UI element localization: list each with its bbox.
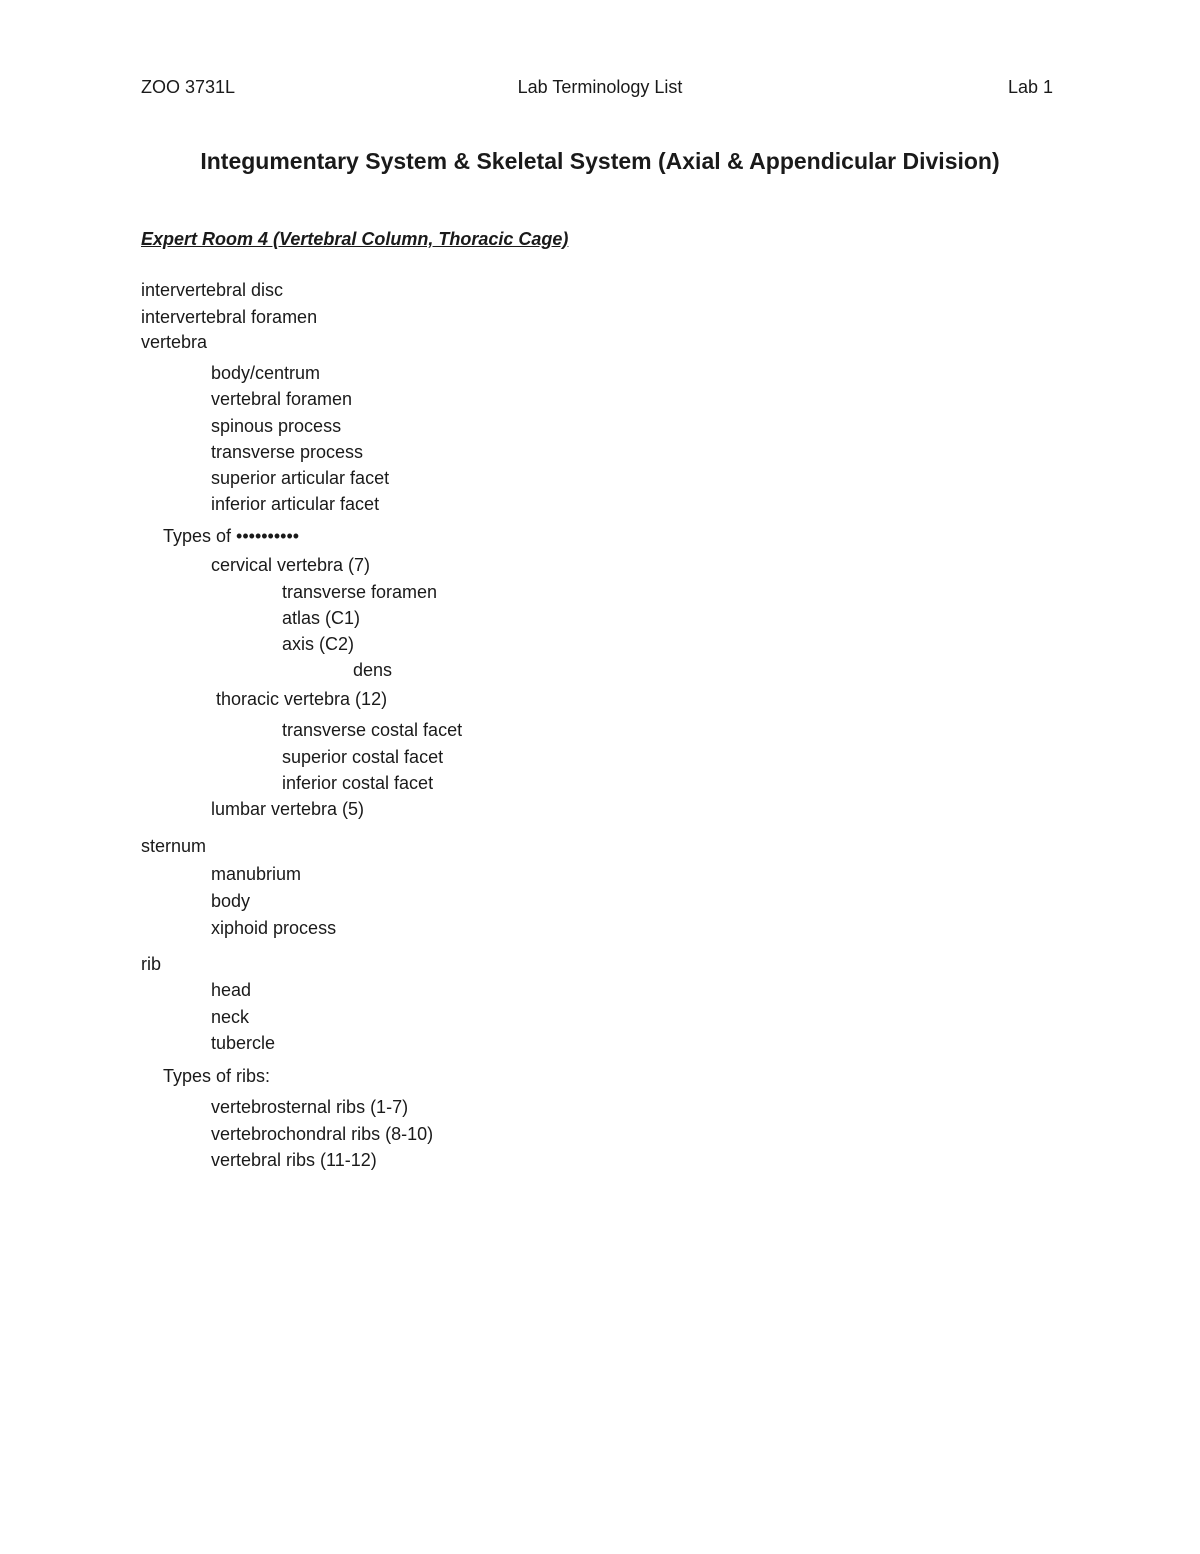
term-atlas: atlas (C1) <box>282 608 361 628</box>
term-rib-tubercle: tubercle <box>211 1033 276 1053</box>
term-vertebra: vertebra <box>141 332 208 352</box>
term-vertebral-foramen: vertebral foramen <box>211 389 353 409</box>
term-manubrium: manubrium <box>211 864 302 884</box>
term-rib: rib <box>141 954 162 974</box>
header-course: ZOO 3731L <box>141 77 236 97</box>
header-lab: Lab 1 <box>1007 77 1053 97</box>
term-sternum: sternum <box>141 836 207 856</box>
term-intervertebral-foramen: intervertebral foramen <box>141 307 318 327</box>
term-superior-articular-facet: superior articular facet <box>211 468 390 488</box>
term-spinous-process: spinous process <box>211 416 342 436</box>
term-inferior-costal-facet: inferior costal facet <box>282 773 434 793</box>
term-vertebral-ribs: vertebral ribs (11-12) <box>211 1150 377 1170</box>
term-cervical-vertebra: cervical vertebra (7) <box>211 555 371 575</box>
term-types-of-ribs: Types of ribs: <box>163 1066 271 1086</box>
header-list-title: Lab Terminology List <box>517 77 683 97</box>
term-transverse-process: transverse process <box>211 442 364 462</box>
term-inferior-articular-facet: inferior articular facet <box>211 494 380 514</box>
term-rib-neck: neck <box>211 1007 250 1027</box>
term-transverse-foramen: transverse foramen <box>282 582 438 602</box>
term-rib-head: head <box>211 980 252 1000</box>
term-superior-costal-facet: superior costal facet <box>282 747 444 767</box>
page-title: Integumentary System & Skeletal System (Axial & Appendicular Division) <box>200 148 1000 174</box>
term-types-of-vertebrae: Types of •••••••••• <box>163 526 300 546</box>
term-sternum-body: body <box>211 891 251 911</box>
section-heading: Expert Room 4 (Vertebral Column, Thoracic Cage) <box>141 229 569 249</box>
term-transverse-costal-facet: transverse costal facet <box>282 720 463 740</box>
term-lumbar-vertebra: lumbar vertebra (5) <box>211 799 365 819</box>
term-dens: dens <box>353 660 393 680</box>
term-body-centrum: body/centrum <box>211 363 321 383</box>
term-thoracic-vertebra: thoracic vertebra (12) <box>216 689 388 709</box>
term-axis: axis (C2) <box>282 634 355 654</box>
term-xiphoid-process: xiphoid process <box>211 918 337 938</box>
term-intervertebral-disc: intervertebral disc <box>141 280 284 300</box>
term-vertebrosternal-ribs: vertebrosternal ribs (1-7) <box>211 1097 409 1117</box>
term-vertebrochondral-ribs: vertebrochondral ribs (8-10) <box>211 1124 434 1144</box>
